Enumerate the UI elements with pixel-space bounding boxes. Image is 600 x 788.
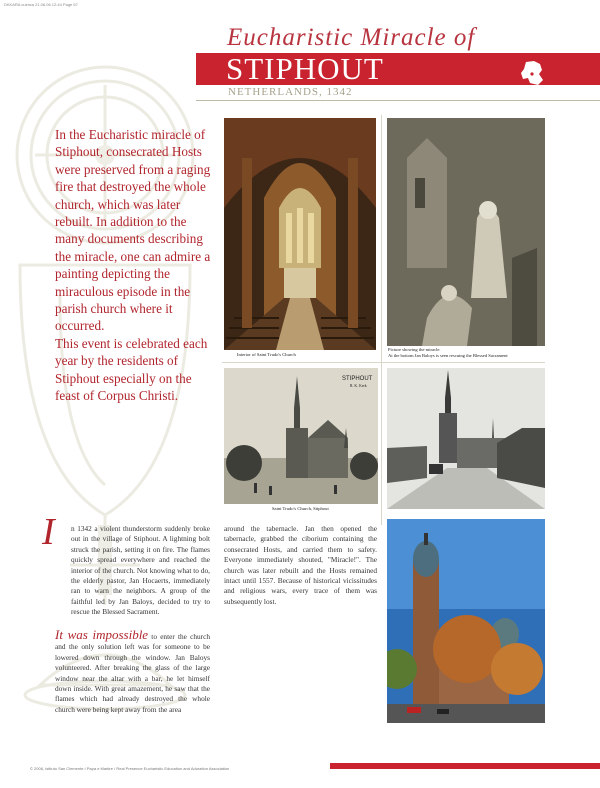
interior-caption: Interior of Saint Trudo's Church <box>237 352 296 357</box>
grid-divider-vertical <box>381 115 382 525</box>
grid-divider-horizontal <box>222 362 545 363</box>
modern-church-photo <box>387 519 545 723</box>
painting-caption-1: Picture showing the miracle. <box>388 347 441 352</box>
intro-text <box>55 126 217 405</box>
dropcap: I <box>42 511 55 553</box>
postcard-label: STIPHOUT <box>342 376 373 382</box>
footer-bar <box>330 763 600 769</box>
article-column-1b <box>55 627 210 715</box>
print-meta: DKKARA cuimca 21.06.06 12:44 Page 67 <box>4 2 78 7</box>
postcard-photo <box>224 368 378 504</box>
article-column-2 <box>224 524 377 607</box>
page-title: STIPHOUT <box>226 51 384 86</box>
church-interior-photo <box>224 118 376 350</box>
painting-caption-2: At the bottom Jan Baloys is seen rescuing the Blessed Sacrament <box>388 353 508 358</box>
article-paragraph-2: to enter the church and the only solution left was for someone to be lowered down through the window. Jan Baloys volunteered. After breaking the glass of the large window near the altar with a bar, he let himself down inside. With great amazement, he saw that the flames which had already destroyed the whole church were being kept away from the area <box>55 632 210 714</box>
intro-paragraph-2: This event is celebrated each year by the residents of Stiphout especially on the feast of Corpus Christi. <box>55 335 208 404</box>
footer-copyright: © 2006, Istituto San Clemente I Papa e Martire / Real Presence Eucharistic Education and Adoration Association <box>30 766 230 771</box>
postcard-label-small: R. K. Kerk <box>350 384 367 388</box>
article-column-1a <box>71 524 210 618</box>
title-kicker: Eucharistic Miracle of <box>227 24 476 51</box>
postcard-caption: Saint Trudo's Church, Stiphout <box>272 506 329 511</box>
pull-quote: It was impossible <box>55 627 149 642</box>
divider <box>196 100 600 101</box>
article-paragraph-3: around the tabernacle. Jan then opened the tabernacle, grabbed the ciborium containing the consecrated Hosts, and carried them to safety. Everyone immediately shouted, "Miracle!". The church was later rebuilt and the Hosts remained intact until 1557. Because of historical vicissitudes and religious wars, every trace of them was subsequently lost. <box>224 524 377 606</box>
article-paragraph-1: n 1342 a violent thunderstorm suddenly broke out in the village of Stiphout. A lightning bolt struck the parish, setting it on fire. The flames quickly spread everywhere and reached the interior of the church. Not knowing what to do, the elderly pastor, Jan Hocaerts, immediately ran to warn the neighbors. A group of the faithful led by Jan Baloys, decided to try to rescue the Blessed Sacrament. <box>71 524 210 617</box>
miracle-painting-photo <box>387 118 545 346</box>
netherlands-map-icon <box>518 60 546 86</box>
intro-paragraph-1: In the Eucharistic miracle of Stiphout, consecrated Hosts were preserved from a raging fire that destroyed the whole church, which was later rebuilt. In addition to the many documents describing the miracle, one can admire a painting depicting the miraculous episode in the parish church where it occurred. <box>55 127 211 334</box>
street-view-photo <box>387 368 545 509</box>
page-subtitle: NETHERLANDS, 1342 <box>228 86 353 98</box>
